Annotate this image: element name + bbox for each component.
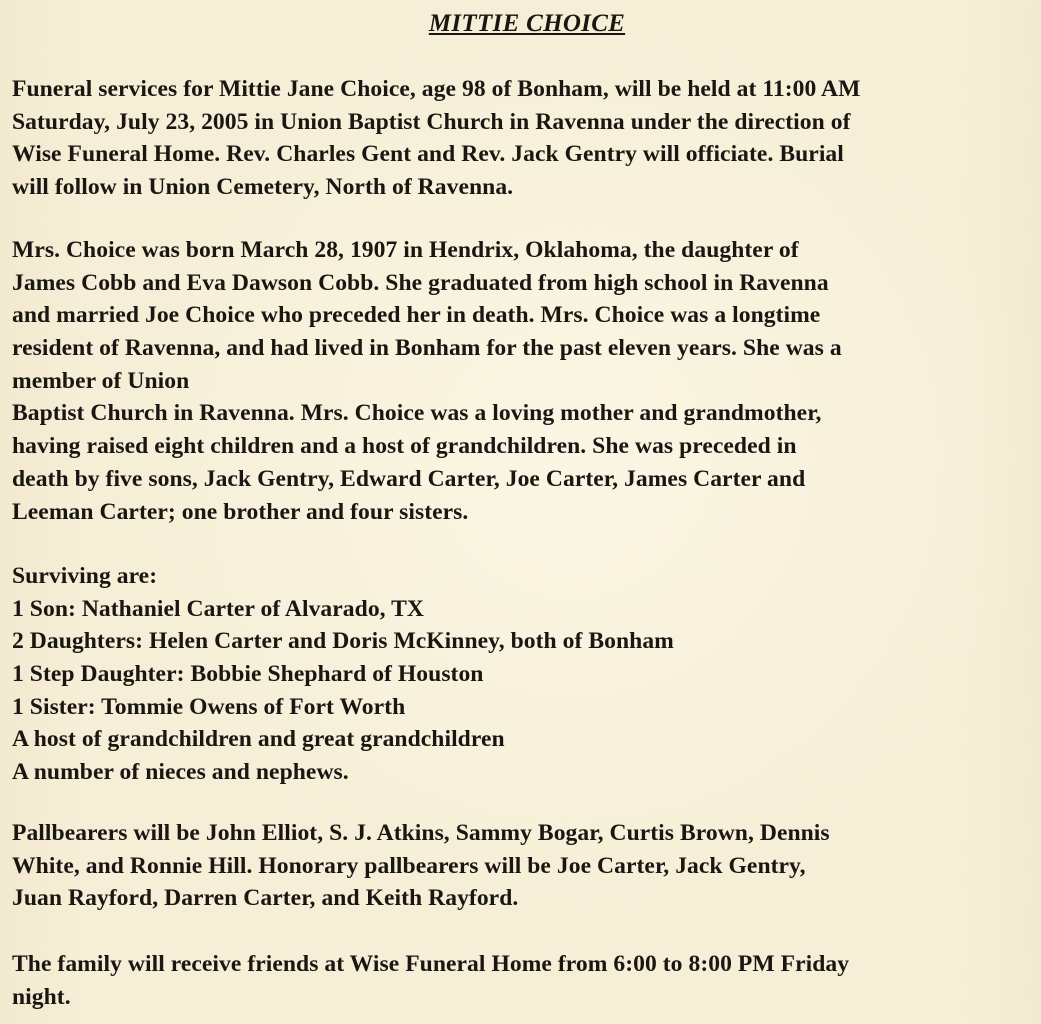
pallbearers-paragraph — [12, 817, 830, 915]
text-line: will follow in Union Cemetery, North of Ravenna. — [12, 174, 514, 201]
text-line: Baptist Church in Ravenna. Mrs. Choice was a loving mother and grandmother, — [12, 400, 822, 427]
text-line: Pallbearers will be John Elliot, S. J. Atkins, Sammy Bogar, Curtis Brown, Dennis — [12, 820, 830, 846]
text-line: Juan Rayford, Darren Carter, and Keith Rayford. — [12, 885, 519, 912]
survivors-heading: Surviving are: — [12, 563, 158, 589]
text-line: Funeral services for Mittie Jane Choice, age 98 of Bonham, will be held at 11:00 AM — [12, 76, 861, 102]
visitation-paragraph — [12, 948, 849, 1013]
text-line: and married Joe Choice who preceded her in death. Mrs. Choice was a longtime — [12, 302, 821, 329]
obituary-page — [12, 0, 1037, 1024]
survivor-item: 1 Son: Nathaniel Carter of Alvarado, TX — [12, 595, 425, 622]
text-line: night. — [12, 983, 71, 1010]
text-line: member of Union — [12, 367, 190, 394]
text-line: White, and Ronnie Hill. Honorary pallbearers will be Joe Carter, Jack Gentry, — [12, 852, 806, 879]
funeral-services-paragraph — [12, 73, 860, 204]
survivor-item: A number of nieces and nephews. — [12, 759, 349, 786]
survivors-list — [12, 560, 674, 789]
survivor-item: 1 Sister: Tommie Owens of Fort Worth — [12, 693, 406, 720]
survivor-item: 2 Daughters: Helen Carter and Doris McKinney, both of Bonham — [12, 628, 674, 655]
text-line: Wise Funeral Home. Rev. Charles Gent and Rev. Jack Gentry will officiate. Burial — [12, 141, 844, 168]
survivor-item: A host of grandchildren and great grandchildren — [12, 726, 505, 753]
text-line: death by five sons, Jack Gentry, Edward Carter, Joe Carter, James Carter and — [12, 465, 806, 492]
text-line: James Cobb and Eva Dawson Cobb. She graduated from high school in Ravenna — [12, 269, 829, 296]
text-line: The family will receive friends at Wise Funeral Home from 6:00 to 8:00 PM Friday — [12, 951, 850, 977]
text-line: resident of Ravenna, and had lived in Bonham for the past eleven years. She was a — [12, 335, 842, 362]
survivor-item: 1 Step Daughter: Bobbie Shephard of Houston — [12, 661, 484, 688]
text-line: having raised eight children and a host of grandchildren. She was preceded in — [12, 433, 797, 460]
text-line: Leeman Carter; one brother and four sisters. — [12, 498, 469, 525]
text-line: Saturday, July 23, 2005 in Union Baptist Church in Ravenna under the direction of — [12, 108, 851, 135]
text-line: Mrs. Choice was born March 28, 1907 in Hendrix, Oklahoma, the daughter of — [12, 237, 799, 263]
biography-paragraph — [12, 234, 842, 528]
obituary-title: MITTIE CHOICE — [428, 10, 626, 37]
